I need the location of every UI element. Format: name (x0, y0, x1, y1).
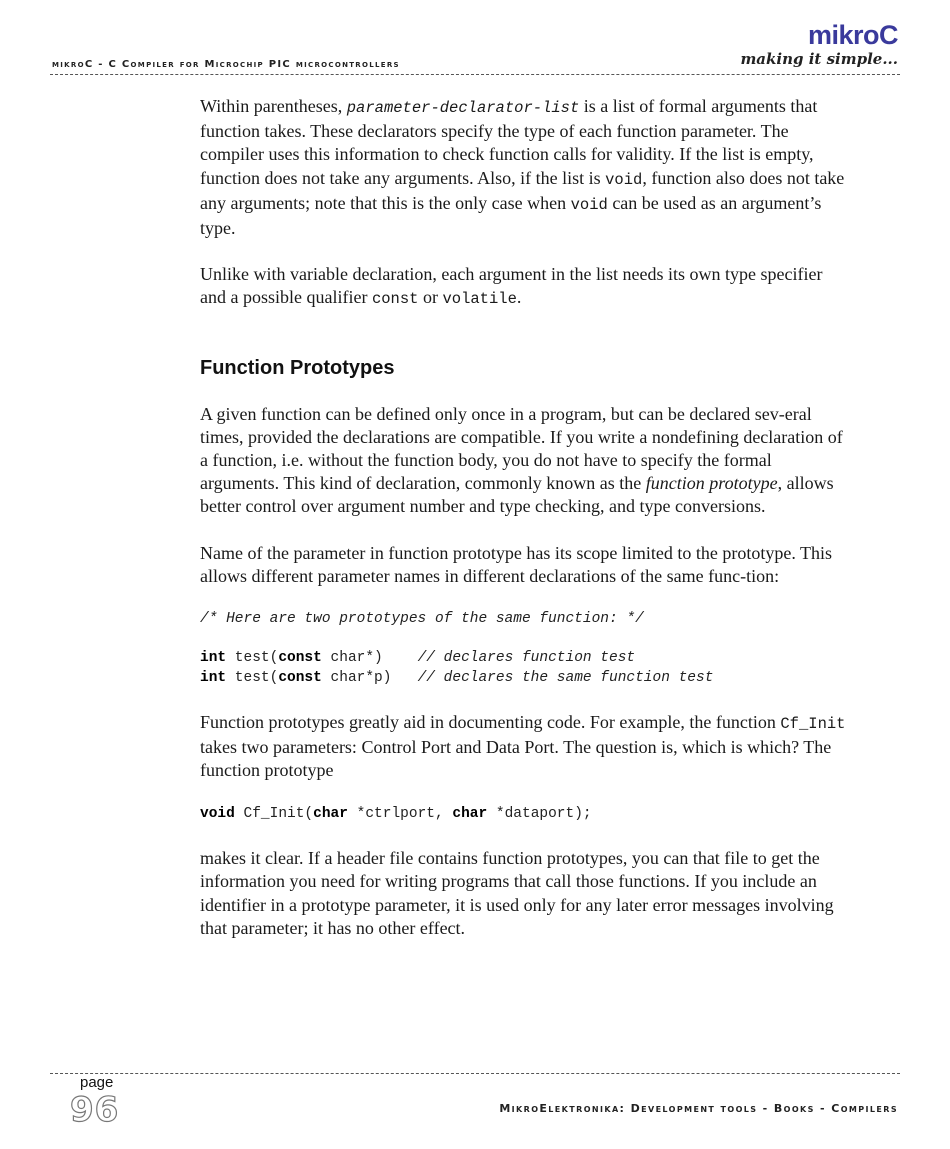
header-divider (50, 74, 900, 75)
paragraph-parameter-list: Within parentheses, parameter-declarator-list is a list of formal arguments that function takes. These declarators specify the type of each function parameter. The compiler uses this information to check function calls for validity. If the list is empty, function does not take any arguments. Also, if the list is void, function also does not take any arguments; note that this is the only case when void can be used as an argument’s type. (200, 96, 845, 239)
section-heading: Function Prototypes (200, 356, 395, 379)
page-content (200, 95, 852, 940)
footer-text: MikroElektronika: Development tools - Books - Compilers (499, 1102, 898, 1115)
paragraph-parameter-scope: Name of the parameter in function prototype has its scope limited to the prototype. This allows different parameter names in different declarations of the same func-tion: (200, 542, 833, 586)
brand-logo: mikroC (807, 20, 898, 50)
footer-divider (50, 1073, 900, 1074)
paragraph-documenting-code: Function prototypes greatly aid in documenting code. For example, the function Cf_Init takes two parameters: Control Port and Data Port. The question is, which is which? The function prototype (200, 712, 846, 781)
code-block-prototypes: /* Here are two prototypes of the same function: */ int test(const char*) // declares function test int test(const char*p) // declares the same function test (200, 611, 714, 686)
paragraph-header-files: makes it clear. If a header file contains function prototypes, you can that file to get the information you need for writing programs that call those functions. If you include an identifier in a prototype parameter, it is used only for any later error messages involving that parameter; it has no other effect. (200, 848, 834, 938)
code-block-cf-init: void Cf_Init(char *ctrlport, char *dataport); (200, 805, 592, 822)
paragraph-prototype-intro: A given function can be defined only once in a program, but can be declared sev-eral times, provided the declarations are compatible. If you write a nondefining declaration of a function, i.e. without the function body, you do not have to specify the formal arguments. This kind of declaration, commonly known as the function prototype, allows better control over argument number and type checking, and type conversions. (200, 403, 843, 517)
paragraph-argument-specifier: Unlike with variable declaration, each argument in the list needs its own type specifier and a possible qualifier const or volatile. (200, 264, 823, 309)
header-title: mikroC - C Compiler for Microchip PIC microcontrollers (52, 59, 400, 70)
page-label: page (80, 1074, 114, 1091)
brand-tagline: making it simple... (740, 50, 898, 68)
page-number: 96 (70, 1090, 120, 1130)
